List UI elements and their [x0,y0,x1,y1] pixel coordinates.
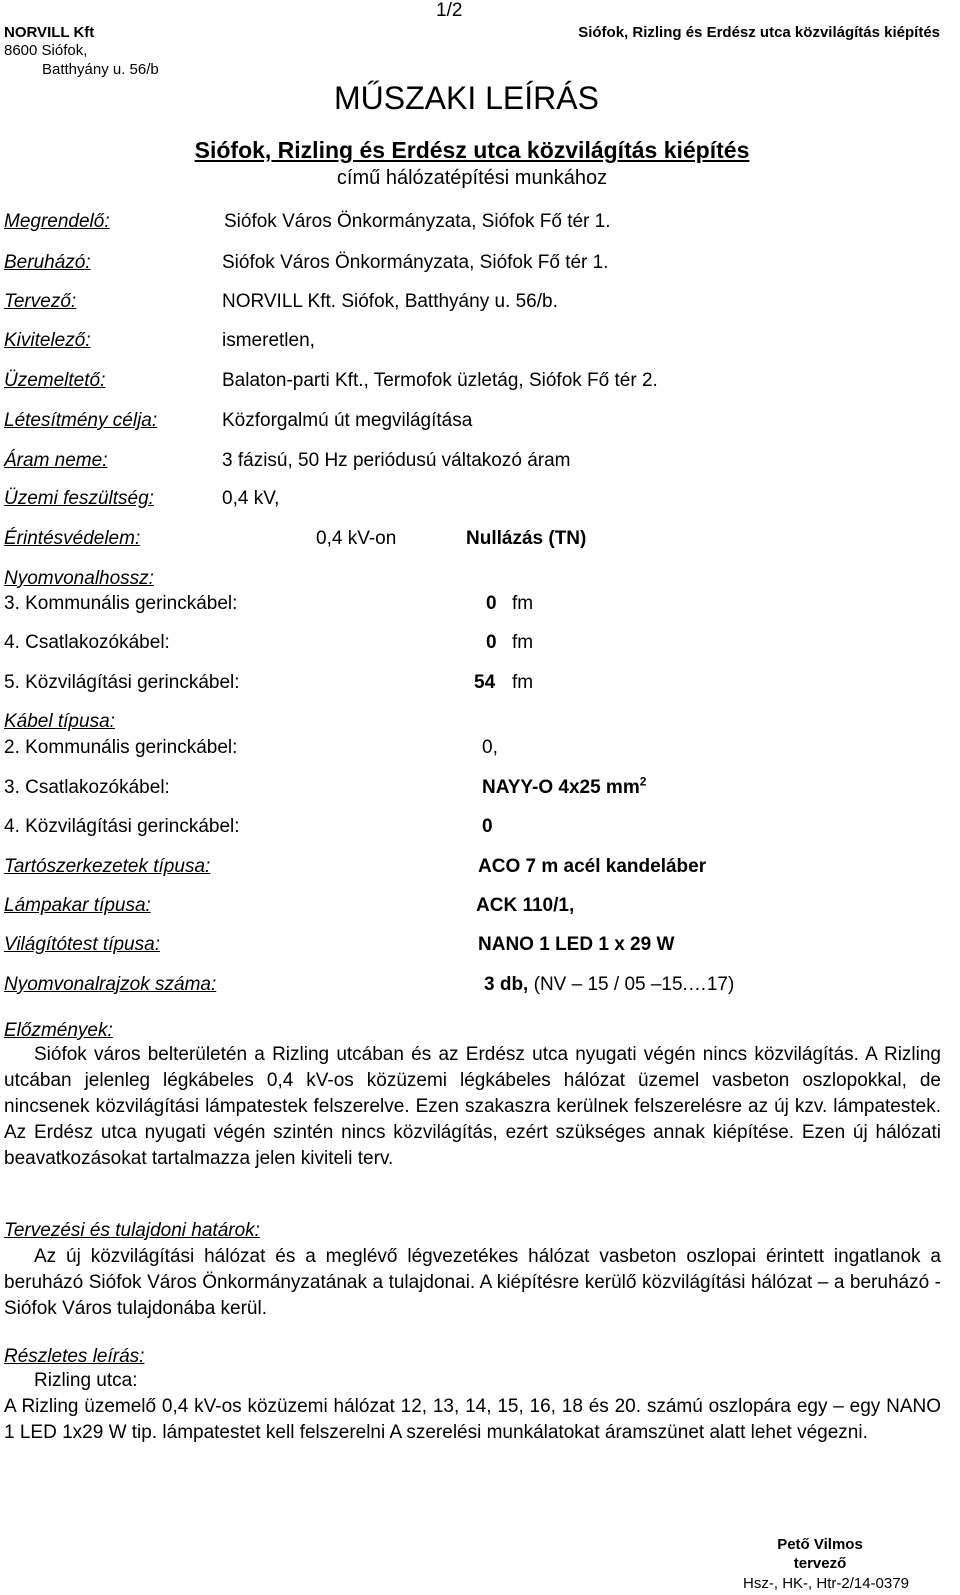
nyomvonal-label: Nyomvonalhossz: [4,568,154,589]
feszultseg-value: 0,4 kV, [222,488,280,509]
kivitelezo-value: ismeretlen, [222,330,315,351]
kabel-item-value: 0 [482,816,493,837]
tervezo-value: NORVILL Kft. Siófok, Batthyány u. 56/b. [222,291,558,312]
signature-license: Hsz-, HK-, Htr-2/14-0379 [743,1575,909,1592]
kabel-label: Kábel típusa: [4,711,115,732]
kabel-item-value: 0, [482,737,498,758]
hatarok-paragraph: Az új közvilágítási hálózat és a meglévő légvezetékes hálózat vasbeton oszlopai érintett ingatlanok a beruházó Siófok Város Önkormányzatának a tulajdonai. A kiépítésre kerülő közvilágítási hálózat – a beruházó -Siófok Város tulajdonába kerül. [4,1246,941,1319]
nyomvonal-item-num: 0 [486,632,497,653]
aram-value: 3 fázisú, 50 Hz periódusú váltakozó áram [222,450,571,471]
lampakar-label: Lámpakar típusa: [4,895,151,916]
page-title: MŰSZAKI LEÍRÁS [334,80,599,116]
celja-label: Létesítmény célja: [4,410,158,431]
beruhazo-label: Beruházó: [4,252,91,273]
lampakar-value: ACK 110/1, [476,895,575,916]
reszletes-subheading: Rizling utca: [34,1370,138,1391]
aram-label: Áram neme: [4,450,108,471]
kivitelezo-label: Kivitelező: [4,330,91,351]
signature-role: tervező [793,1555,847,1572]
kabel-item-value: NAYY-O 4x25 $mm^2$ [482,774,647,798]
nyomvonal-item-unit: fm [512,672,534,693]
tervezo-label: Tervező: [4,291,77,312]
feszultseg-label: Üzemi feszültség: [4,488,154,509]
signature-name: Pető Vilmos [777,1536,863,1553]
project-subtitle: Siófok, Rizling és Erdész utca közvilágítás kiépítés [194,137,750,163]
uzemelteto-label: Üzemeltető: [4,370,106,391]
vilagito-value: NANO 1 LED 1 x 29 W [478,934,675,955]
nyomvonal-item-unit: fm [512,632,534,653]
kabel-item-name: 3. Csatlakozókábel: [4,777,170,798]
erintes-label: Érintésvédelem: [4,528,141,549]
rajzok-value: 3 db, (NV – 15 / 05 –15.…17) [484,974,735,995]
reszletes-heading: Részletes leírás: [4,1346,145,1367]
vilagito-label: Világítótest típusa: [4,934,160,955]
elozmenyek-heading: Előzmények: [4,1020,113,1041]
nyomvonal-item-num: 54 [474,672,496,693]
erintes-value-method: Nullázás (TN) [466,528,587,549]
company-name: NORVILL Kft [4,24,95,41]
megrendelo-value: Siófok Város Önkormányzata, Siófok Fő tér 1. [224,211,611,232]
elozmenyek-paragraph: Siófok város belterületén a Rizling utcában és az Erdész utca nyugati végén nincs közvilágítás. A Rizling utcában jelenleg légkábeles 0,4 kV-os közüzemi légkábeles hálózat üzemel vasbeton oszlopokkal, de nincsenek közvilágítási lámpatestek felszerelve. Ezen szakaszra kerülnek felszerelésre az új kzv. lámpatestek. Az Erdész utca nyugati végén szintén nincs közvilágítás, ezért szükséges annak kiépítése. Ezen új hálózati beavatkozásokat tartalmazza jelen kiviteli terv. [4,1044,941,1169]
nyomvonal-item-name: 4. Csatlakozókábel: [4,632,170,653]
kabel-item-name: 4. Közvilágítási gerinckábel: [4,816,240,837]
beruhazo-value: Siófok Város Önkormányzata, Siófok Fő tér 1. [222,252,609,273]
rajzok-label: Nyomvonalrajzok száma: [4,974,217,995]
uzemelteto-value: Balaton-parti Kft., Termofok üzletág, Siófok Fő tér 2. [222,370,658,391]
project-subtitle-2: című hálózatépítési munkához [336,167,608,189]
megrendelo-label: Megrendelő: [4,211,110,232]
reszletes-paragraph: A Rizling üzemelő 0,4 kV-os közüzemi hálózat 12, 13, 14, 15, 16, 18 és 20. számú oszlopára egy – egy NANO 1 LED 1x29 W tip. lámpatestet kell felszerelni A szerelési munkálatokat áramszünet alatt lehet végezni. [4,1396,941,1443]
celja-value: Közforgalmú út megvilágítása [222,410,473,431]
erintes-value-voltage: 0,4 kV-on [316,528,397,549]
tarto-label: Tartószerkezetek típusa: [4,856,211,877]
header-project-title: Siófok, Rizling és Erdész utca közvilágítás kiépítés [578,24,940,41]
nyomvonal-item-name: 5. Közvilágítási gerinckábel: [4,672,240,693]
page-number: 1/2 [436,0,463,21]
company-street: Batthyány u. 56/b [42,61,159,78]
tarto-value: ACO 7 m acél kandeláber [478,856,707,877]
hatarok-heading: Tervezési és tulajdoni határok: [4,1220,260,1241]
nyomvonal-item-name: 3. Kommunális gerinckábel: [4,593,238,614]
nyomvonal-item-num: 0 [486,593,497,614]
nyomvonal-item-unit: fm [512,593,534,614]
company-city: 8600 Siófok, [4,42,88,59]
kabel-item-name: 2. Kommunális gerinckábel: [4,737,238,758]
